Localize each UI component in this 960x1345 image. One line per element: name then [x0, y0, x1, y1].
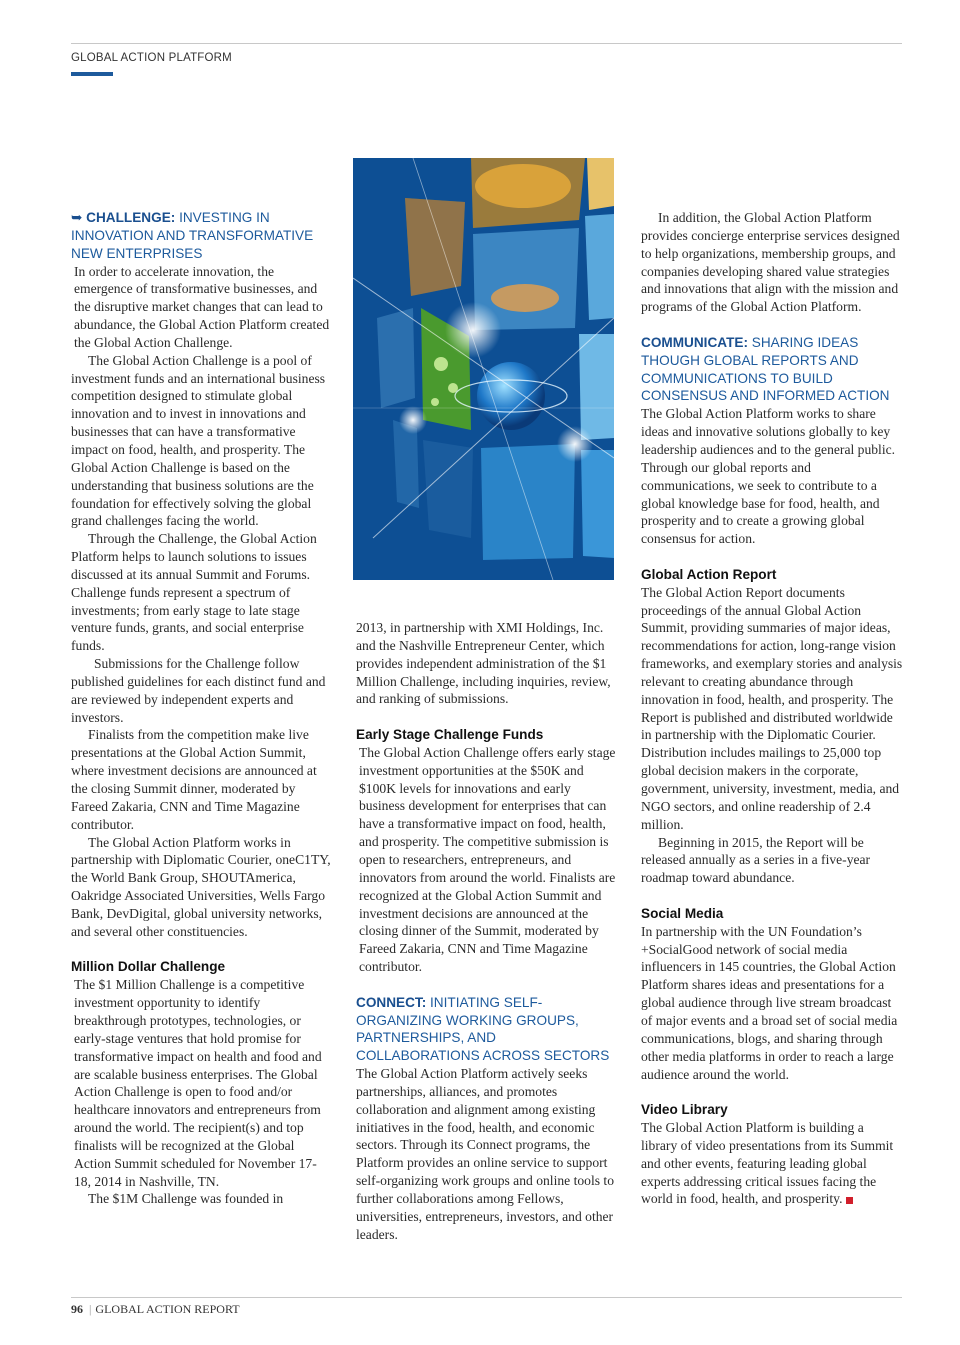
globe-graphic: [477, 362, 545, 430]
spacer: [641, 316, 903, 334]
footer-title: GLOBAL ACTION REPORT: [95, 1302, 240, 1316]
hero-globe-collage-image: [353, 158, 614, 580]
communicate-paragraph: The Global Action Platform works to share ideas and innovative solutions globally to key leadership audiences and to the general public. Through our global reports and communications, we seek to contribute to a global knowledge base for food, health, and prosperity and to create a growing global consensus for action.: [641, 406, 896, 547]
early-stage-heading: Early Stage Challenge Funds: [356, 727, 544, 743]
spacer: [71, 941, 333, 959]
report-paragraph-1: The Global Action Report documents proceedings of the annual Global Action Summit, providing summaries of major ideas, recommendations for action, long-range vision frameworks, and exemplary stories and analysis relevant to creating abundance through innovation in food, health, and prosperity. The Report is published and distributed worldwide in partnership with the Diplomatic Courier. Distribution includes mailings to 25,000 top global decision makers in the corporate, government, university, investment, media, and NGO sectors, and online readership of 2.4 million.: [641, 584, 903, 832]
spacer: [641, 1083, 903, 1101]
connect-keyword: CONNECT:: [356, 994, 427, 1010]
column-1: [71, 209, 333, 1208]
challenge-heading: [71, 209, 333, 263]
million-paragraph-2: The $1M Challenge was founded in: [88, 1191, 284, 1207]
communicate-keyword: COMMUNICATE:: [641, 334, 748, 350]
million-dollar-heading: Million Dollar Challenge: [71, 959, 226, 975]
million-paragraph-continued: 2013, in partnership with XMI Holdings, Inc. and the Nashville Entrepreneur Center, which provides independent administration of the $1 Million Challenge, including inquiries, review, and ranking of submissions.: [356, 620, 611, 707]
right-arrow-icon: ➥: [71, 210, 83, 225]
video-library-heading: Video Library: [641, 1102, 728, 1118]
collage-graphic: [353, 158, 614, 580]
column-3: [641, 209, 903, 1208]
challenge-title: INVESTING IN INNOVATION AND TRANSFORMATIVE NEW ENTERPRISES: [71, 210, 314, 261]
bottom-rule: [71, 1297, 902, 1298]
video-library-text: The Global Action Platform is building a library of video presentations from its Summit and other events, featuring leading global experts addressing critical issues facing the world in food, health, and prosperity.: [641, 1120, 894, 1207]
red-square-icon: [846, 1197, 853, 1204]
connect-title: INITIATING SELF-ORGANIZING WORKING GROUPS, PARTNERSHIPS, AND COLLABORATIONS ACROSS SECTORS: [356, 994, 610, 1064]
communicate-title: SHARING IDEAS THOUGH GLOBAL REPORTS AND COMMUNICATIONS TO BUILD CONSENSUS AND INFORMED ACTION: [641, 334, 890, 404]
challenge-paragraph-2: The Global Action Challenge is a pool of investment funds and an international business competition designed to stimulate global innovation and to invest in innovations and businesses that can have a transformative impact on food, health, and prosperity. The Global Action Challenge is based on the understanding that business solutions are the foundation for effectively solving the global grand challenges facing the world.: [71, 352, 326, 529]
footer-separator: |: [89, 1302, 92, 1316]
million-paragraph-1: The $1 Million Challenge is a competitive investment opportunity to identify breakthrough prototypes, technologies, or early-stage ventures that hold promise for transformative impact on health and food and are scalable business enterprises. The Global Action Challenge is open to food and/or healthcare innovators and entrepreneurs from around the world. The recipient(s) and top finalists will be recognized at the Global Action Summit scheduled for November 17-18, 2014 in Nashville, TN.: [74, 977, 322, 1189]
global-action-report-heading: Global Action Report: [641, 566, 777, 582]
spacer: [641, 548, 903, 566]
social-media-paragraph: In partnership with the UN Foundation’s +SocialGood network of social media influencers in 145 countries, the Global Action Platform shares ideas and presentations for a global audience through live stream broadcast of major events and a broad set of social media communications, blogs, and sharing through other media platforms in order to reach a large audience around the world.: [641, 923, 898, 1082]
challenge-paragraph-6: The Global Action Platform works in partnership with Diplomatic Courier, oneC1TY, the World Bank Group, SHOUTAmerica, Oakridge Associated Universities, Wells Fargo Bank, DevDigital, global university networks, and several other constituencies.: [71, 834, 331, 939]
running-head-accent-bar: [71, 72, 113, 76]
communicate-heading: [641, 334, 903, 405]
video-library-paragraph: [641, 1119, 903, 1208]
challenge-paragraph-4: Submissions for the Challenge follow published guidelines for each distinct fund and are reviewed by independent experts and investors.: [71, 656, 326, 725]
connect-paragraph: The Global Action Platform actively seeks partnerships, alliances, and promotes collaboration and alignment among existing initiatives in the food, health, and economic sectors. Through its Connect programs, the Platform provides an online service to support self-organizing work groups and online tools to further collaborations among Fellows, universities, entrepreneurs, investors, and other leaders.: [356, 1066, 614, 1242]
running-head: GLOBAL ACTION PLATFORM: [71, 52, 232, 64]
spacer: [356, 708, 618, 726]
top-rule: [71, 43, 902, 44]
challenge-paragraph-5: Finalists from the competition make live presentations at the Global Action Summit, where investment decisions are announced at the closing Summit dinner, moderated by Fareed Zakaria, CNN and Time Magazine contributor.: [71, 727, 317, 832]
page-number: 96: [71, 1302, 83, 1316]
column-2: [356, 619, 618, 1244]
connect-heading: [356, 994, 618, 1065]
page-footer: [71, 1302, 240, 1317]
spacer: [641, 887, 903, 905]
concierge-paragraph: In addition, the Global Action Platform provides concierge enterprise services designed to help organizations, membership groups, and companies developing shared value strategies and innovations that align with the mission and programs of the Global Action Platform.: [641, 210, 900, 315]
challenge-keyword: CHALLENGE:: [86, 210, 176, 225]
early-stage-paragraph: The Global Action Challenge offers early stage investment opportunities at the $50K and $100K levels for innovations and early business development for enterprises that can have a transformative impact on food, health, and prosperity. The competitive submission is open to researchers, entrepreneurs, and innovators from around the world. Finalists are recognized at the Global Action Summit and investment decisions are announced at the closing dinner of the Summit, moderated by Fareed Zakaria, CNN and Time Magazine contributor.: [359, 744, 616, 975]
social-media-heading: Social Media: [641, 905, 724, 921]
challenge-paragraph-3: Through the Challenge, the Global Action Platform helps to launch solutions to issues discussed at its annual Summit and Forums. Challenge funds represent a spectrum of investments; from early stage to late stage venture funds, grants, and social enterprise funds.: [71, 531, 317, 654]
spacer: [356, 976, 618, 994]
challenge-paragraph-1: In order to accelerate innovation, the emergence of transformative businesses, and the disruptive market changes that can lead to abundance, the Global Action Platform created the Global Action Challenge.: [74, 263, 330, 350]
report-paragraph-2: Beginning in 2015, the Report will be released annually as a series in a five-year roadmap toward abundance.: [641, 834, 871, 886]
